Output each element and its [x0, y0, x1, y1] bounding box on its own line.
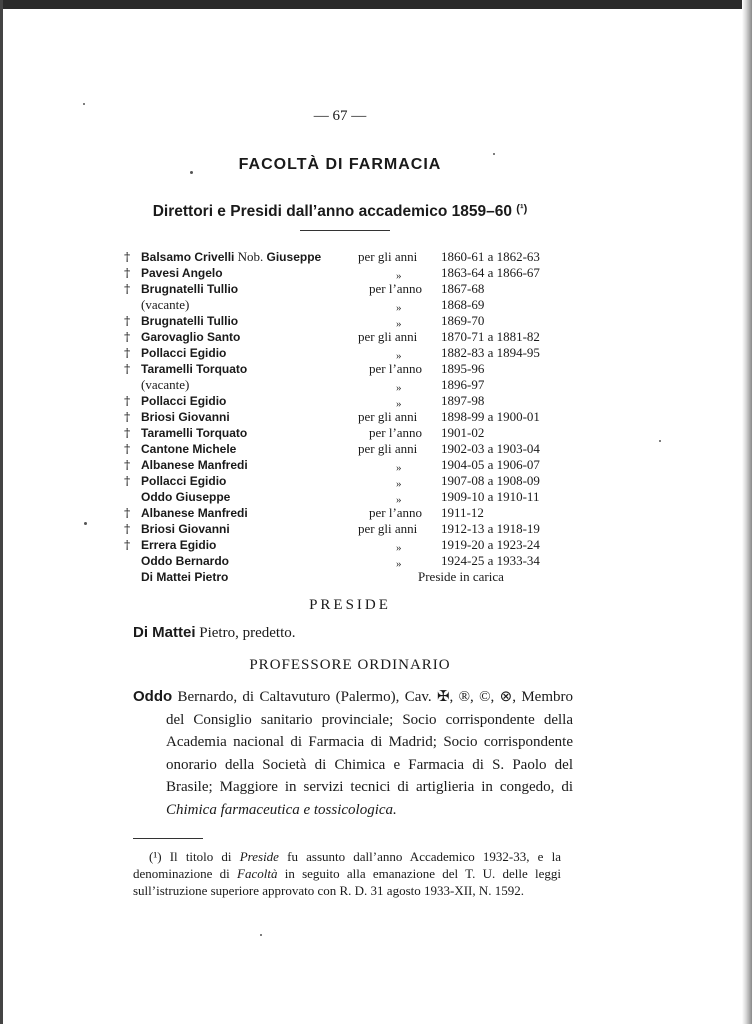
director-name-tail: Giuseppe — [266, 250, 322, 264]
roster-row — [124, 425, 584, 441]
roster-row — [124, 265, 584, 281]
director-name — [141, 425, 247, 441]
roster-row — [124, 441, 584, 457]
period-prefix: per l’anno — [369, 361, 423, 376]
roster-row — [124, 553, 584, 569]
academic-years: 1870-71 a 1881-82 — [441, 329, 540, 344]
scan-speck — [659, 440, 661, 442]
roster-row — [124, 489, 584, 505]
academic-years: 1911-12 — [441, 505, 484, 520]
director-name-text: Pavesi Angelo — [141, 266, 223, 280]
roster-row — [124, 297, 584, 313]
director-name — [141, 409, 230, 425]
academic-years: 1860-61 a 1862-63 — [441, 249, 540, 264]
director-name — [141, 489, 230, 505]
ditto-mark: » — [396, 382, 402, 394]
period-prefix: per gli anni — [358, 329, 418, 344]
roster-row — [124, 281, 584, 297]
ditto-mark: » — [396, 558, 402, 570]
director-name-text: Briosi Giovanni — [141, 522, 230, 536]
section-subtitle — [0, 203, 680, 221]
period-prefix: per l’anno — [369, 425, 423, 440]
footnote-preside-word: Preside — [239, 849, 279, 864]
director-name-text: Taramelli Torquato — [141, 426, 248, 440]
professor-heading: PROFESSORE ORDINARIO — [249, 657, 451, 673]
scan-top-edge — [0, 0, 752, 9]
period-prefix: per gli anni — [358, 409, 418, 424]
dagger-mark: † — [124, 409, 131, 424]
director-name — [141, 537, 216, 553]
ditto-mark: » — [396, 398, 402, 410]
ditto-mark: » — [396, 494, 402, 506]
roster-row — [124, 393, 584, 409]
director-name-text: Garovaglio Santo — [141, 330, 241, 344]
director-roster — [124, 249, 584, 585]
roster-row — [124, 569, 584, 585]
roster-row — [124, 505, 584, 521]
academic-years: 1907-08 a 1908-09 — [441, 473, 540, 488]
director-name — [141, 553, 229, 569]
scan-left-edge — [0, 0, 3, 1024]
roster-row — [124, 345, 584, 361]
academic-years: 1902-03 a 1903-04 — [441, 441, 540, 456]
dagger-mark: † — [124, 473, 131, 488]
period-prefix: per gli anni — [358, 521, 418, 536]
director-name — [141, 297, 189, 313]
director-name-text: Di Mattei Pietro — [141, 570, 229, 584]
director-name-text: Brugnatelli Tullio — [141, 282, 239, 296]
director-title: Nob. — [234, 249, 267, 264]
academic-years: 1868-69 — [441, 297, 485, 312]
professor-name: Oddo — [133, 688, 173, 705]
director-name — [141, 345, 226, 361]
director-name — [141, 249, 321, 265]
ditto-mark: » — [396, 350, 402, 362]
dagger-mark: † — [124, 537, 131, 552]
academic-years: 1882-83 a 1894-95 — [441, 345, 540, 360]
roster-row — [124, 457, 584, 473]
academic-years: 1924-25 a 1933-34 — [441, 553, 540, 568]
scan-speck — [493, 153, 495, 155]
roster-row — [124, 473, 584, 489]
period-prefix: per gli anni — [358, 249, 418, 264]
dagger-mark: † — [124, 505, 131, 520]
academic-years: 1897-98 — [441, 393, 485, 408]
director-name — [141, 393, 226, 409]
roster-row — [124, 329, 584, 345]
footnote — [133, 848, 561, 899]
academic-years: Preside in carica — [418, 569, 504, 584]
ditto-mark: » — [396, 318, 402, 330]
academic-years: 1895-96 — [441, 361, 485, 376]
director-name-text: Pollacci Egidio — [141, 474, 227, 488]
director-name — [141, 457, 248, 473]
footnote-part-b: fu assunto dall’anno Accademico 1932-33, e la denominazione di — [133, 849, 561, 881]
dagger-mark: † — [124, 313, 131, 328]
director-name — [141, 441, 236, 457]
roster-row — [124, 313, 584, 329]
director-name — [141, 313, 238, 329]
director-name-text: Albanese Manfredi — [141, 458, 248, 472]
director-name-text: (vacante) — [141, 377, 190, 392]
dagger-mark: † — [124, 521, 131, 536]
scan-right-edge — [742, 0, 752, 1024]
academic-years: 1867-68 — [441, 281, 485, 296]
director-name-text: Pollacci Egidio — [141, 394, 227, 408]
academic-years: 1912-13 a 1918-19 — [441, 521, 540, 536]
professor-text: Bernardo, di Caltavuturo (Palermo), Cav. ✠, ®, ©, ⊗, Membro del Consiglio sanitario provinciale; Socio corrispondente della Academia nacional di Farmacia di Madrid; Socio corrispondente onorario della Società di Chimica e Farmacia di S. Paolo del Brasile; Maggiore in servizi tecnici di artiglieria in congedo, di — [166, 689, 573, 795]
director-name-text: Errera Egidio — [141, 538, 217, 552]
director-name-text: Brugnatelli Tullio — [141, 314, 239, 328]
footnote-ref: (¹) — [516, 203, 528, 215]
professor-subject: Chimica farmaceutica e tossicologica. — [166, 801, 397, 818]
period-prefix: per l’anno — [369, 505, 423, 520]
director-name — [141, 505, 248, 521]
academic-years: 1904-05 a 1906-07 — [441, 457, 540, 472]
preside-heading: PRESIDE — [309, 597, 391, 613]
dagger-mark: † — [124, 249, 131, 264]
dagger-mark: † — [124, 265, 131, 280]
director-name — [141, 569, 228, 585]
dagger-mark: † — [124, 345, 131, 360]
director-name-text: Cantone Michele — [141, 442, 237, 456]
academic-years: 1919-20 a 1923-24 — [441, 537, 540, 552]
subtitle-text: Direttori e Presidi dall’anno accademico 1859–60 — [152, 203, 512, 220]
dagger-mark: † — [124, 361, 131, 376]
scan-speck — [190, 171, 193, 174]
dagger-mark: † — [124, 393, 131, 408]
preside-rest: Pietro, predetto. — [195, 625, 296, 641]
director-name — [141, 329, 240, 345]
professor-entry — [133, 686, 573, 821]
page-number: — 67 — — [313, 108, 367, 124]
academic-years: 1896-97 — [441, 377, 485, 392]
roster-row — [124, 409, 584, 425]
footnote-part-c: in seguito alla emanazione del T. U. delle leggi sull’istruzione superiore approvato con R. D. 31 agosto 1933-XII, N. 1592. — [133, 866, 561, 898]
academic-years: 1863-64 a 1866-67 — [441, 265, 540, 280]
director-name-text: Oddo Bernardo — [141, 554, 230, 568]
ditto-mark: » — [396, 270, 402, 282]
dagger-mark: † — [124, 329, 131, 344]
director-name-text: Briosi Giovanni — [141, 410, 230, 424]
director-name-text: Albanese Manfredi — [141, 506, 248, 520]
scan-speck — [83, 103, 85, 105]
ditto-mark: » — [396, 478, 402, 490]
scan-speck — [260, 934, 262, 936]
director-name — [141, 377, 189, 393]
director-name — [141, 361, 247, 377]
page-title: FACOLTÀ DI FARMACIA — [238, 156, 442, 173]
director-name-text: (vacante) — [141, 297, 190, 312]
scan-speck — [84, 522, 87, 525]
ditto-mark: » — [396, 302, 402, 314]
director-name-text: Pollacci Egidio — [141, 346, 227, 360]
dagger-mark: † — [124, 441, 131, 456]
preside-name: Di Mattei — [133, 624, 196, 641]
academic-years: 1901-02 — [441, 425, 485, 440]
ditto-mark: » — [396, 462, 402, 474]
footnote-part-a: (¹) Il titolo di — [149, 849, 240, 864]
roster-row — [124, 537, 584, 553]
footnote-facolta-word: Facoltà — [237, 866, 278, 881]
director-name-text: Balsamo Crivelli — [141, 250, 235, 264]
director-name-text: Taramelli Torquato — [141, 362, 248, 376]
director-name — [141, 281, 238, 297]
dagger-mark: † — [124, 457, 131, 472]
period-prefix: per gli anni — [358, 441, 418, 456]
preside-entry — [133, 622, 573, 645]
director-name — [141, 521, 230, 537]
director-name — [141, 473, 226, 489]
dagger-mark: † — [124, 281, 131, 296]
roster-row — [124, 249, 584, 265]
subtitle-rule — [300, 230, 390, 231]
period-prefix: per l’anno — [369, 281, 423, 296]
roster-row — [124, 377, 584, 393]
academic-years: 1909-10 a 1910-11 — [441, 489, 540, 504]
roster-row — [124, 361, 584, 377]
dagger-mark: † — [124, 425, 131, 440]
footnote-rule — [133, 838, 203, 839]
roster-row — [124, 521, 584, 537]
ditto-mark: » — [396, 542, 402, 554]
director-name — [141, 265, 223, 281]
academic-years: 1869-70 — [441, 313, 485, 328]
director-name-text: Oddo Giuseppe — [141, 490, 231, 504]
academic-years: 1898-99 a 1900-01 — [441, 409, 540, 424]
